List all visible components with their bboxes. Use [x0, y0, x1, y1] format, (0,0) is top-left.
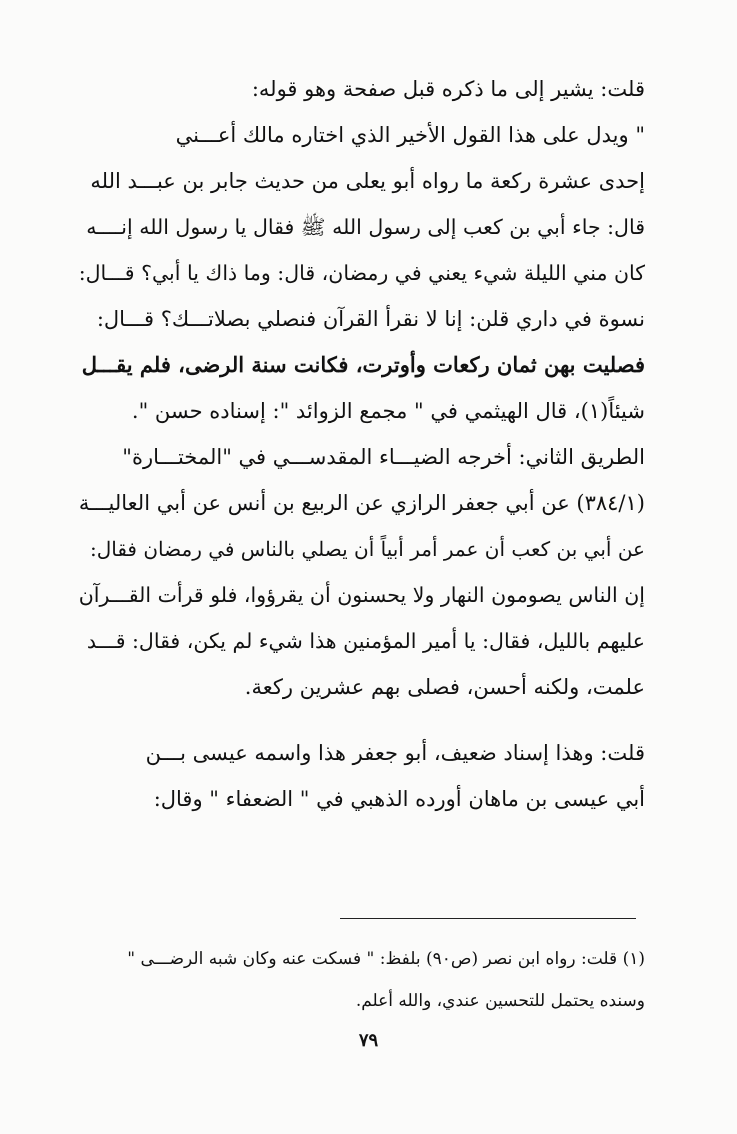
text-line: إحدى عشرة ركعة ما رواه أبو يعلى من حديث جابر بن عبـــد الله: [90, 169, 645, 193]
footnotes: [78, 938, 645, 1022]
paragraph-gap: [78, 710, 645, 730]
text-line: عن أبي بن كعب أن عمر أمر أبياً أن يصلي بالناس في رمضان فقال:: [89, 537, 645, 561]
text-line: نسوة في داري قلن: إنا لا نقرأ القرآن فنصلي بصلاتـــك؟ قـــال:: [96, 307, 645, 331]
main-text: [78, 66, 645, 822]
text-line: شيئاً(١)، قال الهيثمي في " مجمع الزوائد ": إسناده حسن ".: [131, 399, 645, 423]
text-line: عليهم بالليل، فقال: يا أمير المؤمنين هذا شيء لم يكن، فقال: قـــد: [86, 629, 645, 653]
text-line: كان مني الليلة شيء يعني في رمضان، قال: وما ذاك يا أبي؟ قـــال:: [78, 261, 645, 285]
text-line: علمت، ولكنه أحسن، فصلى بهم عشرين ركعة.: [244, 675, 645, 699]
page-number: ٧٩: [358, 1030, 379, 1051]
text-line: قلت: وهذا إسناد ضعيف، أبو جعفر هذا واسمه عيسى بـــن: [145, 741, 645, 765]
text-line: الطريق الثاني: أخرجه الضيـــاء المقدســـي في "المختـــارة": [122, 445, 645, 469]
text-line: أبي عيسى بن ماهان أورده الذهبي في " الضعفاء " وقال:: [153, 787, 645, 811]
text-line: إن الناس يصومون النهار ولا يحسنون أن يقرؤوا، فلو قرأت القـــرآن: [78, 583, 645, 607]
text-line: (٣٨٤/١) عن أبي جعفر الرازي عن الربيع بن أنس عن أبي العاليـــة: [78, 491, 645, 515]
text-line: " ويدل على هذا القول الأخير الذي اختاره مالك أعـــني: [175, 123, 645, 147]
text-line-bold: فصليت بهن ثمان ركعات وأوترت، فكانت سنة الرضى، فلم يقـــل: [81, 352, 645, 377]
text-line: قال: جاء أبي بن كعب إلى رسول الله ﷺ فقال يا رسول الله إنــــه: [86, 215, 645, 239]
footnote-line: (١) قلت: رواه ابن نصر (ص٩٠) بلفظ: " فسكت عنه وكان شبه الرضـــى ": [127, 949, 645, 969]
text-line: قلت: يشير إلى ما ذكره قبل صفحة وهو قوله:: [251, 77, 645, 101]
footnote-line: وسنده يحتمل للتحسين عندي، والله أعلم.: [355, 991, 645, 1011]
footnote-divider: [340, 918, 636, 919]
